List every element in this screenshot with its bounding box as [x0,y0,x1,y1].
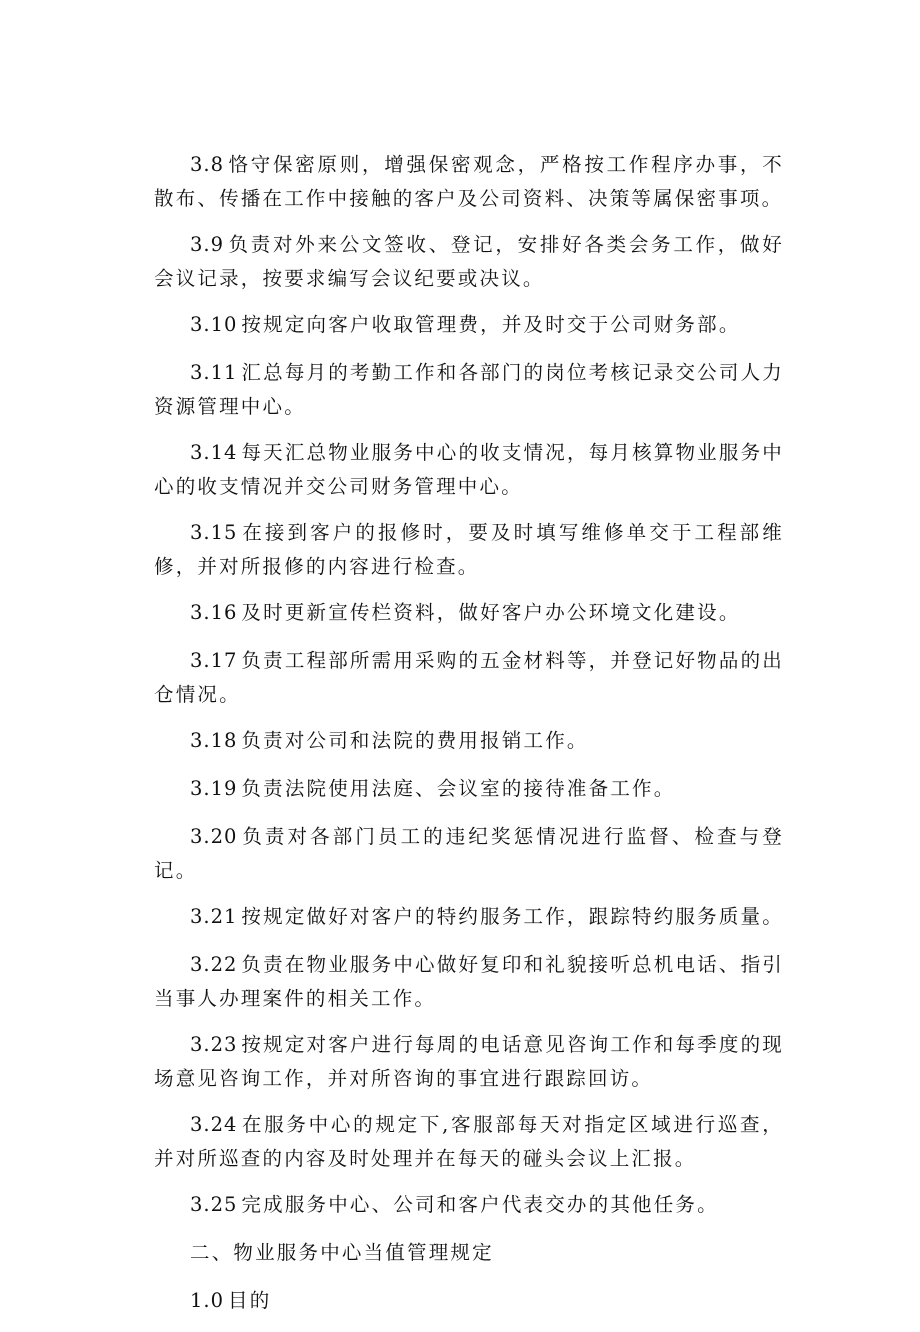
paragraph-3-9 [154,228,784,296]
paragraph-3-14 [154,436,784,504]
paragraph-text: 负责在物业服务中心做好复印和礼貌接听总机电话、指引当事人办理案件的相关工作。 [154,953,784,1010]
paragraph-number: 3.16 [190,601,238,624]
paragraph-text: 在服务中心的规定下,客服部每天对指定区域进行巡查，并对所巡查的内容及时处理并在每天的碰头会议上汇报。 [154,1113,784,1170]
paragraph-text: 在接到客户的报修时，要及时填写维修单交于工程部维修，并对所报修的内容进行检查。 [154,521,784,578]
paragraph-3-11 [154,356,784,424]
paragraph-number: 3.23 [190,1033,238,1056]
paragraph-text: 恪守保密原则，增强保密观念，严格按工作程序办事，不散布、传播在工作中接触的客户及公司资料、决策等属保密事项。 [154,153,784,210]
paragraph-number: 3.8 [190,153,225,176]
paragraph-text: 按规定做好对客户的特约服务工作，跟踪特约服务质量。 [241,905,784,928]
paragraph-number: 3.22 [190,953,238,976]
paragraph-3-16 [154,596,784,630]
section-heading: 二、物业服务中心当值管理规定 [190,1241,494,1264]
paragraph-3-19 [154,772,784,806]
paragraph-text: 按规定对客户进行每周的电话意见咨询工作和每季度的现场意见咨询工作，并对所咨询的事宜进行跟踪回访。 [154,1033,784,1090]
paragraph-3-24 [154,1108,784,1176]
paragraph-3-21 [154,900,784,934]
paragraph-text: 负责对公司和法院的费用报销工作。 [241,729,589,752]
paragraph-number: 3.21 [190,905,238,928]
paragraph-text: 按规定向客户收取管理费，并及时交于公司财务部。 [241,313,741,336]
paragraph-number: 3.18 [190,729,238,752]
paragraph-number: 3.24 [190,1113,238,1136]
paragraph-number: 3.17 [190,649,238,672]
paragraph-number: 3.20 [190,825,238,848]
paragraph-text: 完成服务中心、公司和客户代表交办的其他任务。 [241,1193,719,1216]
paragraph-3-22 [154,948,784,1016]
paragraph-number: 3.10 [190,313,238,336]
paragraph-3-15 [154,516,784,584]
paragraph-text: 每天汇总物业服务中心的收支情况，每月核算物业服务中心的收支情况并交公司财务管理中心。 [154,441,784,498]
paragraph-3-23 [154,1028,784,1096]
paragraph-number: 3.11 [190,361,238,384]
paragraph-3-17 [154,644,784,712]
paragraph-text: 及时更新宣传栏资料，做好客户办公环境文化建设。 [241,601,741,624]
paragraph-text: 负责法院使用法庭、会议室的接待准备工作。 [241,777,676,800]
paragraph-3-20 [154,820,784,888]
document-body [154,148,784,1332]
paragraph-text: 负责对各部门员工的违纪奖惩情况进行监督、检查与登记。 [154,825,784,882]
paragraph-3-25 [154,1188,784,1222]
subheading-purpose [154,1284,784,1318]
paragraph-number: 3.15 [190,521,238,544]
paragraph-number: 3.25 [190,1193,238,1216]
paragraph-text: 负责对外来公文签收、登记，安排好各类会务工作，做好会议记录，按要求编写会议纪要或决议。 [154,233,784,290]
paragraph-number: 3.14 [190,441,238,464]
paragraph-number: 3.9 [190,233,225,256]
subheading-text: 目的 [228,1289,272,1312]
paragraph-3-18 [154,724,784,758]
paragraph-3-8 [154,148,784,216]
paragraph-text: 负责工程部所需用采购的五金材料等，并登记好物品的出仓情况。 [154,649,784,706]
subheading-number: 1.0 [190,1289,225,1312]
paragraph-text: 汇总每月的考勤工作和各部门的岗位考核记录交公司人力资源管理中心。 [154,361,784,418]
paragraph-3-10 [154,308,784,342]
paragraph-number: 3.19 [190,777,238,800]
